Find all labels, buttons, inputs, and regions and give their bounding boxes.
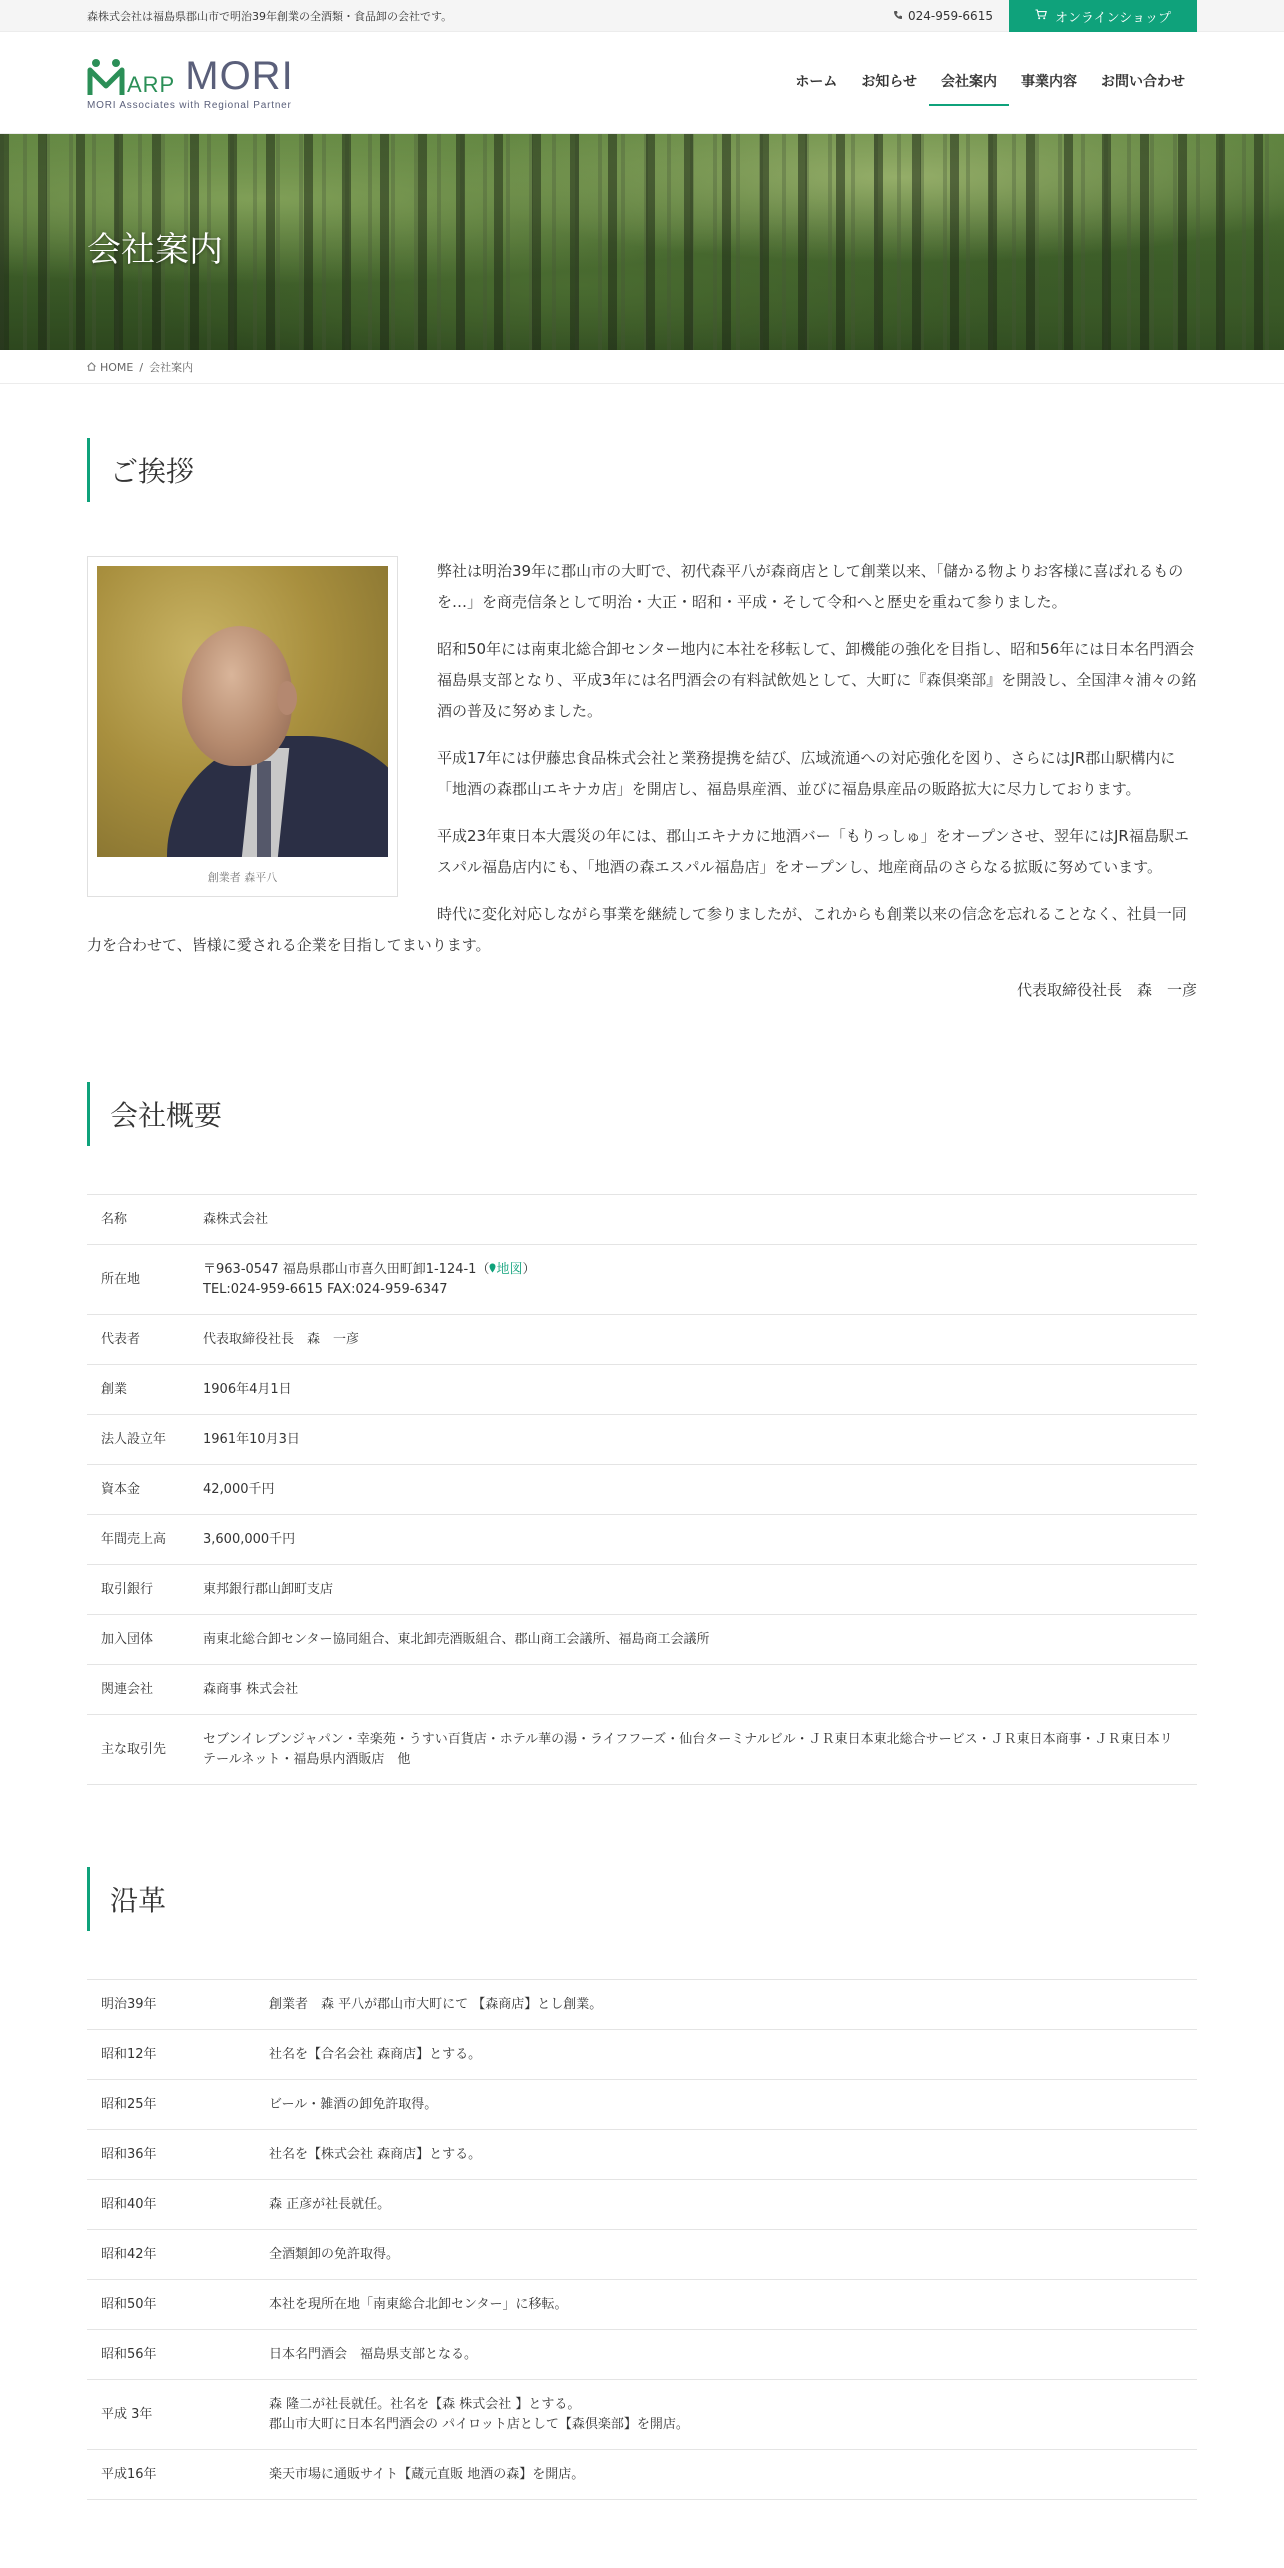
table-key: 代表者 [87, 1315, 189, 1365]
history-text: 本社を現所在地「南東総合北卸センター」に移転。 [255, 2280, 1197, 2330]
history-year: 昭和12年 [87, 2030, 255, 2080]
table-value: 3,600,000千円 [189, 1515, 1197, 1565]
table-value: 森株式会社 [189, 1195, 1197, 1245]
map-link[interactable] [489, 1262, 522, 1277]
tel-fax-text: TEL:024-959-6615 FAX:024-959-6347 [203, 1281, 448, 1297]
table-value: 南東北総合卸センター協同組合、東北卸売酒販組合、郡山商工会議所、福島商工会議所 [189, 1615, 1197, 1665]
table-key: 名称 [87, 1195, 189, 1245]
company-overview-section [87, 1082, 1197, 1785]
table-row [87, 1615, 1197, 1665]
greeting-heading-block [87, 438, 1197, 502]
site-logo[interactable] [87, 53, 294, 111]
table-row [87, 2450, 1197, 2500]
history-table [87, 1979, 1197, 2500]
greeting-paragraph: 時代に変化対応しながら事業を継続して参りましたが、これからも創業以来の信念を忘れることなく、社員一同力を合わせて、皆様に愛される企業を目指してまいります。 [87, 905, 1187, 954]
table-row [87, 1195, 1197, 1245]
history-heading-block [87, 1867, 1197, 1931]
site-header [0, 32, 1284, 134]
home-icon [87, 361, 96, 374]
address-text: 〒963-0547 福島県郡山市喜久田町卸1-124-1（ [203, 1261, 490, 1277]
history-text: 創業者 森 平八が郡山市大町にて 【森商店】とし創業。 [255, 1980, 1197, 2030]
table-row [87, 2380, 1197, 2450]
nav-news[interactable]: お知らせ [861, 74, 917, 90]
nav-home[interactable]: ホーム [795, 74, 838, 90]
table-key: 法人設立年 [87, 1415, 189, 1465]
table-key: 資本金 [87, 1465, 189, 1515]
table-row [87, 1665, 1197, 1715]
history-section [87, 1867, 1197, 2500]
breadcrumb [0, 350, 1284, 384]
breadcrumb-current: 会社案内 [149, 361, 194, 374]
table-row [87, 1565, 1197, 1615]
table-row [87, 2280, 1197, 2330]
history-text: 社名を【株式会社 森商店】とする。 [255, 2130, 1197, 2180]
table-row [87, 2180, 1197, 2230]
page-title: 会社案内 [87, 229, 223, 270]
table-row [87, 2030, 1197, 2080]
breadcrumb-separator: / [139, 360, 144, 374]
online-shop-label: オンラインショップ [1054, 10, 1171, 26]
table-row [87, 1245, 1197, 1315]
top-info-bar [0, 0, 1284, 32]
table-row [87, 1515, 1197, 1565]
table-row [87, 2230, 1197, 2280]
history-text: 楽天市場に通販サイト【蔵元直販 地酒の森】を開店。 [255, 2450, 1197, 2500]
company-heading: 会社概要 [110, 1099, 223, 1132]
history-text: ビール・雑酒の卸免許取得。 [255, 2080, 1197, 2130]
history-year: 明治39年 [87, 1980, 255, 2030]
history-text: 全酒類卸の免許取得。 [255, 2230, 1197, 2280]
company-heading-block [87, 1082, 1197, 1146]
table-row [87, 1365, 1197, 1415]
history-text-cell [255, 2380, 1197, 2450]
breadcrumb-home[interactable] [87, 361, 133, 374]
founder-photo-caption: 創業者 森平八 [207, 871, 278, 884]
history-year: 平成16年 [87, 2450, 255, 2500]
table-key: 取引銀行 [87, 1565, 189, 1615]
table-key: 関連会社 [87, 1665, 189, 1715]
history-text: 森 正彦が社長就任。 [255, 2180, 1197, 2230]
nav-contact[interactable]: お問い合わせ [1101, 74, 1185, 90]
history-year: 昭和50年 [87, 2280, 255, 2330]
table-value: セブンイレブンジャパン・幸楽苑・うすい百貨店・ホテル華の湯・ライフフーズ・仙台ターミナルビル・ＪＲ東日本東北総合サービス・ＪＲ東日本商事・ＪＲ東日本リテールネット・福島県内酒販店 他 [189, 1715, 1197, 1785]
logo-arp-text: ARP [127, 71, 176, 97]
table-value: 1961年10月3日 [189, 1415, 1197, 1465]
table-key: 所在地 [87, 1245, 189, 1315]
history-text: 森 隆二が社長就任。社名を【森 株式会社 】とする。 [269, 2396, 581, 2412]
history-year: 昭和42年 [87, 2230, 255, 2280]
map-link-label: 地図 [496, 1261, 523, 1277]
history-year: 平成 3年 [87, 2380, 255, 2450]
table-key: 年間売上高 [87, 1515, 189, 1565]
phone-icon [893, 9, 903, 23]
nav-business[interactable]: 事業内容 [1021, 74, 1077, 90]
address-cell [189, 1245, 1197, 1315]
history-text-line2: 郡山市大町に日本名門酒会の パイロット店として【森倶楽部】を開店。 [269, 2416, 689, 2432]
table-row [87, 2330, 1197, 2380]
table-row [87, 2130, 1197, 2180]
site-description: 森株式会社は福島県郡山市で明治39年創業の全酒類・食品卸の会社です。 [87, 10, 453, 23]
founder-portrait [97, 566, 388, 857]
company-overview-table [87, 1194, 1197, 1785]
founder-photo-frame [87, 556, 398, 897]
greeting-section [87, 438, 1197, 1000]
history-year: 昭和40年 [87, 2180, 255, 2230]
table-row [87, 1465, 1197, 1515]
greeting-paragraph: 昭和50年には南東北総合卸センター地内に本社を移転して、卸機能の強化を目指し、昭和56年には日本名門酒会福島県支部となり、平成3年には名門酒会の有料試飲処として、大町に『森倶楽部』を開設し、全国津々浦々の銘酒の普及に努めました。 [437, 640, 1197, 720]
breadcrumb-home-label: HOME [100, 360, 134, 374]
table-key: 主な取引先 [87, 1715, 189, 1785]
main-nav [783, 32, 1197, 134]
phone-number[interactable] [893, 9, 993, 23]
logo-m-mark [87, 58, 125, 96]
online-shop-button[interactable] [1009, 0, 1197, 32]
logo-subtitle: MORI Associates with Regional Partner [87, 99, 292, 111]
table-key: 創業 [87, 1365, 189, 1415]
greeting-paragraph: 平成23年東日本大震災の年には、郡山エキナカに地酒バー「もりっしゅ」をオープンさせ、翌年にはJR福島駅エスパル福島店内にも、「地酒の森エスパル福島店」をオープンし、地産商品のさらなる拡販に努めています。 [437, 827, 1189, 876]
table-value: 森商事 株式会社 [189, 1665, 1197, 1715]
history-year: 昭和25年 [87, 2080, 255, 2130]
greeting-body [87, 556, 1197, 1000]
table-row [87, 1415, 1197, 1465]
table-value: 42,000千円 [189, 1465, 1197, 1515]
greeting-paragraph: 弊社は明治39年に郡山市の大町で、初代森平八が森商店として創業以来、「儲かる物よりお客様に喜ばれるものを…」を商売信条として明治・大正・昭和・平成・そして令和へと歴史を重ねて参りました。 [437, 562, 1184, 611]
table-row [87, 1715, 1197, 1785]
history-year: 昭和56年 [87, 2330, 255, 2380]
table-value: 1906年4月1日 [189, 1365, 1197, 1415]
history-text: 社名を【合名会社 森商店】とする。 [255, 2030, 1197, 2080]
table-row [87, 1980, 1197, 2030]
history-text: 日本名門酒会 福島県支部となる。 [255, 2330, 1197, 2380]
cart-icon [1035, 9, 1047, 24]
logo-mori-text: MORI [185, 53, 294, 98]
phone-text: 024-959-6615 [907, 9, 993, 23]
greeting-heading: ご挨拶 [110, 455, 195, 488]
history-year: 昭和36年 [87, 2130, 255, 2180]
history-heading: 沿革 [110, 1884, 167, 1917]
greeting-paragraph: 平成17年には伊藤忠食品株式会社と業務提携を結び、広域流通への対応強化を図り、さらにはJR郡山駅構内に「地酒の森郡山エキナカ店」を開店し、福島県産酒、並びに福島県産品の販路拡大に尽力しております。 [437, 749, 1176, 798]
nav-company[interactable]: 会社案内 [929, 60, 1009, 106]
table-key: 加入団体 [87, 1615, 189, 1665]
address-close: ） [522, 1261, 536, 1277]
table-value: 東邦銀行郡山卸町支店 [189, 1565, 1197, 1615]
table-row [87, 2080, 1197, 2130]
hero-banner [0, 134, 1284, 350]
table-value: 代表取締役社長 森 一彦 [189, 1315, 1197, 1365]
table-row [87, 1315, 1197, 1365]
greeting-signature: 代表取締役社長 森 一彦 [1016, 981, 1197, 999]
